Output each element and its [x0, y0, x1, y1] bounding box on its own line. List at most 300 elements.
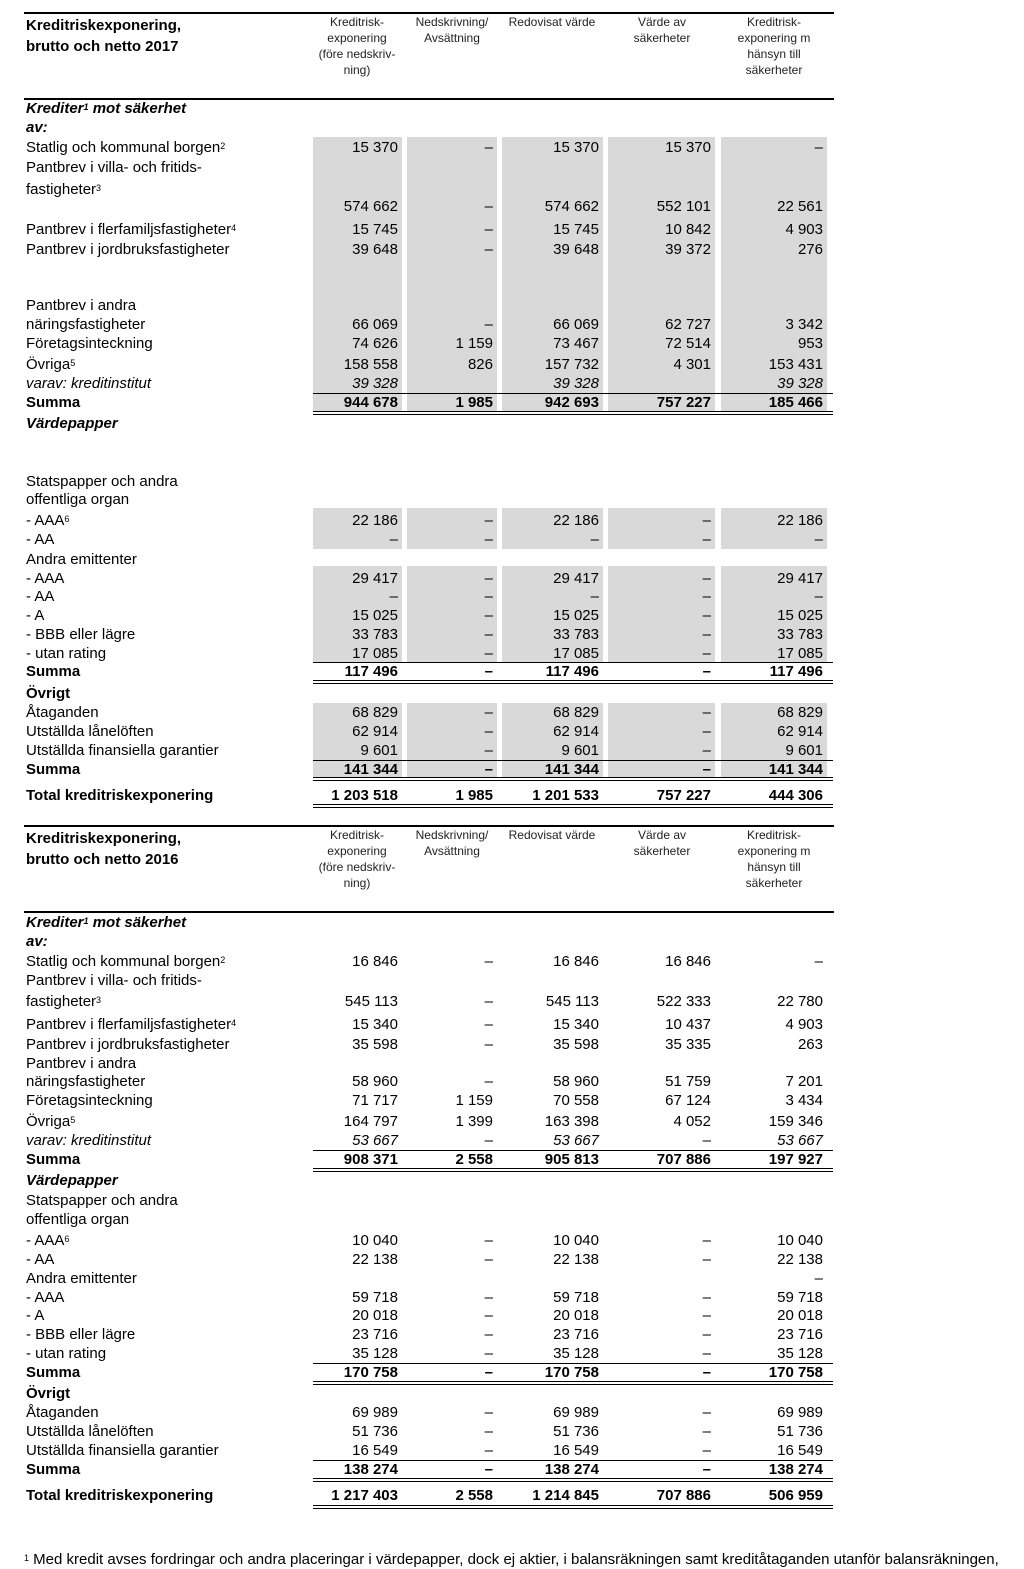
value-cell: 53 667	[553, 1132, 599, 1149]
value-cell: 197 927	[768, 1151, 823, 1168]
value-cell: 942 693	[544, 394, 599, 411]
row-label-text: av:	[26, 119, 48, 136]
value-cell: –	[484, 1016, 493, 1033]
row-label	[26, 569, 64, 588]
value-cell: 16 549	[352, 1442, 398, 1459]
value-cell: –	[702, 663, 711, 680]
value-cell: 67 124	[665, 1092, 711, 1109]
value-cell: –	[702, 742, 711, 759]
value-cell: 66 069	[553, 316, 599, 333]
column-header: Kreditrisk- exponering (före nedskriv- ning)	[318, 15, 396, 77]
total-double-rule	[313, 1168, 833, 1172]
value-cell: 23 716	[553, 1326, 599, 1343]
value-cell: 141 344	[768, 761, 823, 778]
value-cell: 138 274	[343, 1461, 398, 1478]
row-label	[26, 1344, 106, 1363]
value-cell: –	[484, 139, 493, 156]
row-label-text: - BBB eller lägre	[26, 626, 136, 643]
value-cell: –	[484, 221, 493, 238]
value-cell: –	[814, 139, 823, 156]
value-cell: –	[814, 1270, 823, 1287]
subtotal-rule	[313, 1150, 833, 1151]
row-label	[26, 1441, 219, 1460]
value-cell: 545 113	[545, 993, 599, 1010]
value-cell: –	[484, 742, 493, 759]
value-cell: 1 159	[455, 335, 493, 352]
value-cell: 138 274	[768, 1461, 823, 1478]
value-cell: 68 829	[553, 704, 599, 721]
value-cell: 522 333	[656, 993, 711, 1010]
value-cell: 35 335	[665, 1036, 711, 1053]
row-label-text: Övrigt	[26, 685, 71, 702]
row-label-text: - AAA	[26, 570, 65, 587]
total-double-rule	[313, 1478, 833, 1482]
value-cell: –	[484, 1232, 493, 1249]
value-cell: –	[702, 1364, 711, 1381]
value-cell: 68 829	[352, 704, 398, 721]
value-cell: –	[484, 1404, 493, 1421]
value-cell: 15 745	[553, 221, 599, 238]
value-cell: –	[702, 1345, 711, 1362]
value-cell: 51 736	[352, 1423, 398, 1440]
value-cell: –	[484, 198, 493, 215]
value-cell: 545 113	[344, 993, 398, 1010]
table-header	[24, 825, 834, 913]
row-label	[26, 472, 178, 491]
value-cell: 22 186	[777, 512, 823, 529]
value-cell: –	[484, 626, 493, 643]
footnote	[24, 1550, 999, 1569]
row-label-text: varav: kreditinstitut	[26, 1132, 152, 1149]
table-header	[24, 12, 834, 100]
row-label	[26, 118, 48, 137]
row-label-text: Summa	[26, 1151, 81, 1168]
row-label	[26, 1210, 129, 1229]
total-double-rule	[313, 680, 833, 684]
value-cell: –	[484, 1461, 493, 1478]
value-cell: 62 914	[777, 723, 823, 740]
value-cell: 22 138	[777, 1251, 823, 1268]
value-cell: –	[702, 531, 711, 548]
value-cell: 35 128	[777, 1345, 823, 1362]
value-cell: –	[702, 645, 711, 662]
value-cell: 1 159	[455, 1092, 493, 1109]
value-cell: 15 340	[553, 1016, 599, 1033]
value-cell: 62 914	[553, 723, 599, 740]
value-cell: 9 601	[360, 742, 398, 759]
row-label-text: Övriga	[26, 356, 71, 373]
row-label	[26, 220, 236, 239]
row-label-text: Pantbrev i flerfamiljsfastigheter	[26, 1016, 232, 1033]
value-cell: 276	[797, 241, 823, 258]
subtotal-rule	[313, 393, 833, 394]
column-header: Värde av säkerheter	[633, 828, 691, 858]
row-label	[26, 722, 154, 741]
row-label-text: näringsfastigheter	[26, 1073, 146, 1090]
row-label	[26, 741, 219, 760]
value-cell: 62 914	[352, 723, 398, 740]
value-cell: 1 217 403	[331, 1487, 398, 1504]
value-cell: 552 101	[656, 198, 711, 215]
value-cell: 66 069	[352, 316, 398, 333]
value-cell: 29 417	[777, 570, 823, 587]
row-label	[26, 1131, 151, 1150]
row-label-text: Åtaganden	[26, 1404, 99, 1421]
footnote-ref: 4	[231, 223, 237, 233]
value-cell: 39 328	[777, 375, 823, 392]
value-cell: 35 128	[352, 1345, 398, 1362]
value-cell: 263	[797, 1036, 823, 1053]
value-cell: 10 040	[352, 1232, 398, 1249]
value-cell: 905 813	[544, 1151, 599, 1168]
footnote-ref: 3	[96, 995, 102, 1005]
value-cell: 2 558	[455, 1487, 493, 1504]
column-header: Kreditrisk- exponering m hänsyn till säkerheter	[737, 15, 811, 77]
value-cell: 953	[797, 335, 823, 352]
row-label-text: - AA	[26, 588, 55, 605]
row-label-text: Statlig och kommunal borgen	[26, 953, 221, 970]
row-label	[26, 490, 129, 509]
row-label	[26, 913, 186, 932]
value-cell: –	[484, 316, 493, 333]
row-label-text: fastigheter	[26, 181, 97, 198]
value-cell: –	[702, 588, 711, 605]
value-cell: 170 758	[768, 1364, 823, 1381]
row-label	[26, 315, 145, 334]
value-cell: –	[702, 1289, 711, 1306]
value-cell: 707 886	[656, 1487, 711, 1504]
row-label	[26, 1231, 69, 1250]
value-cell: 10 842	[665, 221, 711, 238]
value-cell: 16 549	[553, 1442, 599, 1459]
value-cell: 20 018	[352, 1307, 398, 1324]
total-double-rule	[313, 1381, 833, 1385]
row-label-text: Total kreditriskexponering	[26, 1487, 214, 1504]
value-cell: –	[484, 663, 493, 680]
row-label-text: Statlig och kommunal borgen	[26, 139, 221, 156]
value-cell: –	[590, 588, 599, 605]
row-label	[26, 992, 101, 1011]
value-cell: 72 514	[665, 335, 711, 352]
value-cell: –	[484, 993, 493, 1010]
row-label	[26, 530, 54, 549]
value-cell: 17 085	[777, 645, 823, 662]
footnote-ref: 2	[220, 141, 226, 151]
value-cell: –	[484, 1132, 493, 1149]
value-cell: –	[702, 1404, 711, 1421]
row-label-text: - utan rating	[26, 1345, 107, 1362]
value-cell: 22 138	[352, 1251, 398, 1268]
total-double-rule	[313, 1505, 833, 1509]
value-cell: 70 558	[553, 1092, 599, 1109]
value-cell: 16 846	[352, 953, 398, 970]
value-cell: –	[484, 1036, 493, 1053]
value-cell: –	[702, 1326, 711, 1343]
row-label	[26, 1306, 44, 1325]
value-cell: 4 903	[785, 1016, 823, 1033]
value-cell: –	[484, 723, 493, 740]
footnote-ref: 4	[231, 1018, 237, 1028]
value-cell: –	[702, 1132, 711, 1149]
value-cell: 158 558	[343, 356, 398, 373]
value-cell: –	[484, 1326, 493, 1343]
row-label	[26, 1150, 80, 1169]
row-label	[26, 374, 151, 393]
value-cell: 73 467	[553, 335, 599, 352]
value-cell: 10 040	[553, 1232, 599, 1249]
value-cell: 944 678	[343, 394, 398, 411]
row-label	[26, 334, 153, 353]
value-cell: 574 662	[343, 198, 398, 215]
row-label-text: Summa	[26, 1364, 81, 1381]
row-label-text: Utställda finansiella garantier	[26, 1442, 219, 1459]
footnote-marker: 1	[24, 1553, 30, 1563]
value-cell: –	[702, 1251, 711, 1268]
row-label	[26, 606, 44, 625]
total-double-rule	[313, 804, 833, 808]
row-label-text: - AAA	[26, 1289, 65, 1306]
value-cell: 170 758	[343, 1364, 398, 1381]
value-cell: 15 370	[665, 139, 711, 156]
value-cell: 4 301	[673, 356, 711, 373]
value-cell: 164 797	[343, 1113, 398, 1130]
value-cell: 16 846	[665, 953, 711, 970]
value-cell: –	[484, 1289, 493, 1306]
footnote-ref: 1	[83, 916, 89, 926]
value-cell: –	[702, 1307, 711, 1324]
row-label	[26, 511, 69, 530]
value-cell: –	[702, 512, 711, 529]
row-label	[26, 1486, 213, 1505]
value-cell: 51 736	[553, 1423, 599, 1440]
row-label	[26, 703, 99, 722]
row-label	[26, 786, 213, 805]
row-label	[26, 1250, 54, 1269]
row-label-text: Pantbrev i andra	[26, 297, 137, 314]
value-cell: –	[484, 607, 493, 624]
value-cell: 908 371	[343, 1151, 398, 1168]
value-cell: 58 960	[553, 1073, 599, 1090]
value-cell: 29 417	[553, 570, 599, 587]
row-label-text: Statspapper och andra	[26, 473, 178, 490]
row-label-text: av:	[26, 933, 48, 950]
row-label-text: Värdepapper	[26, 1172, 118, 1189]
row-label	[26, 1091, 153, 1110]
row-label	[26, 1269, 137, 1288]
value-cell: 1 399	[455, 1113, 493, 1130]
value-cell: 33 783	[352, 626, 398, 643]
value-cell: 58 960	[352, 1073, 398, 1090]
row-label-text: offentliga organ	[26, 491, 130, 508]
column-header: Nedskrivning/ Avsättning	[415, 15, 489, 45]
row-label-text: - A	[26, 607, 45, 624]
row-label-text: fastigheter	[26, 993, 97, 1010]
value-cell: 1 201 533	[532, 787, 599, 804]
value-cell: –	[814, 531, 823, 548]
row-label	[26, 158, 202, 177]
value-cell: 117 496	[769, 663, 823, 680]
value-cell: 159 346	[768, 1113, 823, 1130]
value-cell: 9 601	[561, 742, 599, 759]
value-cell: 22 186	[352, 512, 398, 529]
row-label	[26, 1035, 229, 1054]
value-cell: 757 227	[656, 787, 711, 804]
value-cell: 574 662	[544, 198, 599, 215]
row-label-text: Krediter	[26, 914, 84, 931]
value-cell: –	[484, 953, 493, 970]
value-cell: 10 040	[777, 1232, 823, 1249]
value-cell: –	[702, 704, 711, 721]
value-cell: –	[702, 723, 711, 740]
value-cell: –	[484, 241, 493, 258]
value-cell: 3 434	[785, 1092, 823, 1109]
value-cell: 15 745	[352, 221, 398, 238]
value-cell: 59 718	[777, 1289, 823, 1306]
column-header: Kreditrisk- exponering m hänsyn till säkerheter	[737, 828, 811, 890]
value-cell: 163 398	[544, 1113, 599, 1130]
value-cell: 138 274	[544, 1461, 599, 1478]
value-cell: –	[702, 607, 711, 624]
value-cell: 16 846	[553, 953, 599, 970]
value-cell: 170 758	[544, 1364, 599, 1381]
row-label	[26, 971, 202, 990]
row-label-text: Utställda lånelöften	[26, 1423, 154, 1440]
row-label-text: - AA	[26, 531, 55, 548]
value-cell: 51 736	[777, 1423, 823, 1440]
value-cell: 757 227	[656, 394, 711, 411]
value-cell: –	[484, 512, 493, 529]
row-label	[26, 952, 225, 971]
row-label-text: Företagsinteckning	[26, 1092, 153, 1109]
value-cell: 22 138	[553, 1251, 599, 1268]
row-label-text: Pantbrev i andra	[26, 1055, 137, 1072]
row-label-text: Utställda lånelöften	[26, 723, 154, 740]
row-label	[26, 662, 80, 681]
value-cell: –	[814, 953, 823, 970]
row-label-text: Andra emittenter	[26, 1270, 137, 1287]
value-cell: 15 025	[777, 607, 823, 624]
row-label-text: Summa	[26, 394, 81, 411]
value-cell: –	[389, 588, 398, 605]
row-label	[26, 1171, 118, 1190]
value-cell: 15 025	[352, 607, 398, 624]
value-cell: –	[814, 588, 823, 605]
row-label	[26, 550, 137, 569]
value-cell: 69 989	[553, 1404, 599, 1421]
value-cell: –	[484, 588, 493, 605]
total-double-rule	[313, 777, 833, 781]
value-cell: 20 018	[553, 1307, 599, 1324]
table-title: Kreditriskexponering, brutto och netto 2016	[26, 830, 182, 868]
value-cell: –	[389, 531, 398, 548]
row-label	[26, 1288, 64, 1307]
value-cell: –	[484, 704, 493, 721]
value-cell: 53 667	[777, 1132, 823, 1149]
row-label-text: Krediter	[26, 100, 84, 117]
value-cell: 2 558	[455, 1151, 493, 1168]
footnote-text: Med kredit avses fordringar och andra placeringar i värdepapper, dock ej aktier, i balansräkningen samt kreditåtaganden utanför balansräkningen,	[29, 1551, 999, 1568]
row-label-text: - A	[26, 1307, 45, 1324]
value-cell: 39 372	[665, 241, 711, 258]
value-cell: 29 417	[352, 570, 398, 587]
value-cell: –	[484, 531, 493, 548]
value-cell: 69 989	[777, 1404, 823, 1421]
value-cell: 23 716	[777, 1326, 823, 1343]
footnote-ref: 6	[64, 514, 70, 524]
value-cell: 35 128	[553, 1345, 599, 1362]
column-header: Nedskrivning/ Avsättning	[415, 828, 489, 858]
value-cell: 117 496	[545, 663, 599, 680]
row-label	[26, 1363, 80, 1382]
value-cell: 39 328	[553, 375, 599, 392]
value-cell: 35 598	[352, 1036, 398, 1053]
value-cell: –	[484, 761, 493, 778]
value-cell: 22 186	[553, 512, 599, 529]
subtotal-rule	[313, 1460, 833, 1461]
row-label-text: - AAA	[26, 512, 65, 529]
row-label-text: Pantbrev i jordbruksfastigheter	[26, 241, 230, 258]
row-label-text: Summa	[26, 1461, 81, 1478]
value-cell: 157 732	[544, 356, 599, 373]
row-label-text: Övrigt	[26, 1385, 71, 1402]
value-cell: 59 718	[553, 1289, 599, 1306]
value-cell: 20 018	[777, 1307, 823, 1324]
footnote-ref: 6	[64, 1234, 70, 1244]
row-label	[26, 1460, 80, 1479]
value-cell: 185 466	[768, 394, 823, 411]
column-header: Kreditrisk- exponering (före nedskriv- ning)	[318, 828, 396, 890]
footnote-ref: 5	[70, 358, 76, 368]
value-cell: 15 025	[553, 607, 599, 624]
value-cell: 51 759	[665, 1073, 711, 1090]
value-cell: 71 717	[352, 1092, 398, 1109]
row-label-text: Värdepapper	[26, 415, 118, 432]
total-double-rule	[313, 411, 833, 415]
value-cell: 35 598	[553, 1036, 599, 1053]
value-cell: 74 626	[352, 335, 398, 352]
row-label-text: Pantbrev i villa- och fritids-	[26, 159, 202, 176]
value-cell: 15 340	[352, 1016, 398, 1033]
value-cell: –	[702, 1423, 711, 1440]
value-cell: 15 370	[352, 139, 398, 156]
value-cell: 141 344	[343, 761, 398, 778]
value-cell: 23 716	[352, 1326, 398, 1343]
value-cell: –	[484, 1251, 493, 1268]
value-cell: 68 829	[777, 704, 823, 721]
value-cell: 153 431	[768, 356, 823, 373]
value-cell: 141 344	[544, 761, 599, 778]
value-cell: 33 783	[777, 626, 823, 643]
column-header: Redovisat värde	[508, 828, 596, 842]
value-cell: –	[484, 645, 493, 662]
value-cell: –	[702, 570, 711, 587]
value-cell: –	[484, 1423, 493, 1440]
row-label	[26, 760, 80, 779]
value-cell: 17 085	[352, 645, 398, 662]
value-cell: 22 780	[777, 993, 823, 1010]
value-cell: –	[702, 761, 711, 778]
value-cell: 16 549	[777, 1442, 823, 1459]
value-cell: 39 328	[352, 375, 398, 392]
value-cell: –	[484, 1073, 493, 1090]
value-cell: 15 370	[553, 139, 599, 156]
row-label	[26, 138, 225, 157]
row-label	[26, 1191, 178, 1210]
row-label-text: Statspapper och andra	[26, 1192, 178, 1209]
value-cell: 117 496	[344, 663, 398, 680]
row-label	[26, 296, 136, 315]
subtotal-rule	[313, 760, 833, 761]
